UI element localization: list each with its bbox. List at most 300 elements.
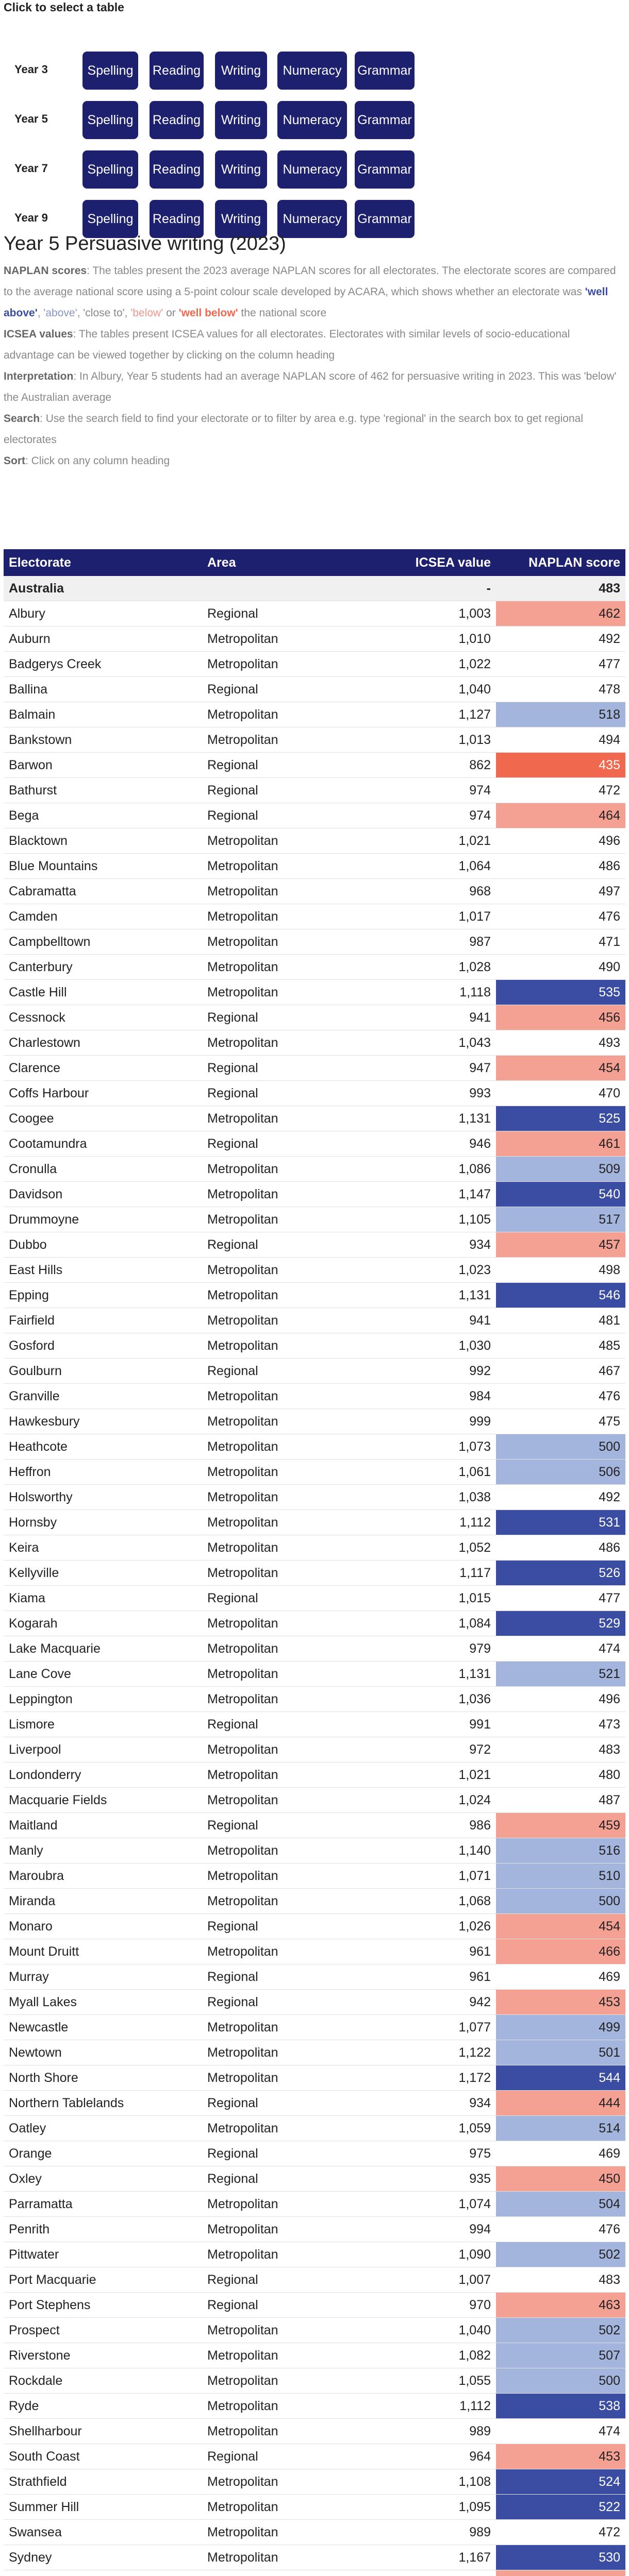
subject-button[interactable]: Reading	[150, 101, 204, 139]
table-row	[4, 1081, 625, 1106]
icsea-cell: 1,024	[367, 1788, 496, 1813]
icsea-cell: 1,140	[367, 1838, 496, 1863]
icsea-cell: 987	[367, 929, 496, 955]
subject-button[interactable]: Numeracy	[277, 52, 347, 90]
icsea-cell: 935	[367, 2166, 496, 2192]
table-row	[4, 2015, 625, 2040]
electorate-cell: Penrith	[4, 2217, 202, 2242]
electorate-cell: Holsworthy	[4, 1485, 202, 1510]
icsea-cell: 1,021	[367, 1762, 496, 1788]
electorate-cell: Ballina	[4, 677, 202, 702]
icsea-cell: 1,117	[367, 1561, 496, 1586]
close-label: 'close to'	[83, 307, 125, 319]
table-row	[4, 1182, 625, 1207]
electorate-cell: Cronulla	[4, 1157, 202, 1182]
icsea-cell: 972	[367, 1737, 496, 1762]
below-label: 'below'	[130, 307, 163, 319]
icsea-cell: 964	[367, 2444, 496, 2469]
icsea-cell: 1,167	[367, 2545, 496, 2570]
electorate-cell: Swansea	[4, 2520, 202, 2545]
naplan-cell: 506	[496, 1460, 625, 1485]
area-cell: Metropolitan	[202, 2015, 367, 2040]
icsea-cell: 984	[367, 1384, 496, 1409]
naplan-cell: 500	[496, 1889, 625, 1914]
icsea-cell: 1,017	[367, 904, 496, 929]
table-row	[4, 2520, 625, 2545]
table-row	[4, 1333, 625, 1359]
icsea-cell: 1,030	[367, 1333, 496, 1359]
naplan-key: NAPLAN scores	[4, 265, 87, 277]
electorate-cell: South Coast	[4, 2444, 202, 2469]
subject-button[interactable]: Grammar	[355, 200, 415, 238]
subject-button[interactable]: Reading	[150, 52, 204, 90]
area-cell: Metropolitan	[202, 1838, 367, 1863]
table-row	[4, 929, 625, 955]
area-cell: Metropolitan	[202, 1510, 367, 1535]
well-above-label: 'well above'	[4, 286, 608, 319]
australia-row	[4, 576, 625, 601]
naplan-cell: 500	[496, 2368, 625, 2394]
icsea-cell: 1,022	[367, 652, 496, 677]
table-row	[4, 2394, 625, 2419]
area-cell: Metropolitan	[202, 1561, 367, 1586]
area-cell: Metropolitan	[202, 1157, 367, 1182]
naplan-cell: 507	[496, 2343, 625, 2368]
icsea-cell: 975	[367, 2141, 496, 2166]
icsea-cell: 1,021	[367, 828, 496, 854]
icsea-cell: 994	[367, 2217, 496, 2242]
area-cell: Metropolitan	[202, 2495, 367, 2520]
icsea-cell: 1,122	[367, 2040, 496, 2065]
icsea-cell: 1,052	[367, 1535, 496, 1561]
electorate-cell: Bathurst	[4, 778, 202, 803]
electorate-cell: Fairfield	[4, 1308, 202, 1333]
col-area[interactable]: Area	[202, 549, 367, 576]
area-cell: Metropolitan	[202, 1106, 367, 1131]
icsea-cell: 1,084	[367, 1611, 496, 1636]
electorate-cell: Sydney	[4, 2545, 202, 2570]
table-row	[4, 1056, 625, 1081]
icsea-cell: 974	[367, 803, 496, 828]
electorate-cell: Heathcote	[4, 1434, 202, 1460]
electorate-cell: Liverpool	[4, 1737, 202, 1762]
area-cell: Metropolitan	[202, 1384, 367, 1409]
search-note: Search: Use the search field to find your electorate or to filter by area e.g. type 'regional' in the search box to get regional electorates	[4, 413, 583, 446]
table-row	[4, 1939, 625, 1964]
table-row	[4, 1258, 625, 1283]
table-row	[4, 1283, 625, 1308]
naplan-cell: 502	[496, 2242, 625, 2267]
area-cell: Regional	[202, 1964, 367, 1990]
naplan-cell	[496, 2570, 625, 2576]
icsea-cell: 1,077	[367, 2015, 496, 2040]
well-below-label: 'well below'	[178, 307, 238, 319]
area-cell: Regional	[202, 2141, 367, 2166]
table-row	[4, 2444, 625, 2469]
area-cell: Metropolitan	[202, 2116, 367, 2141]
icsea-cell: 970	[367, 2293, 496, 2318]
electorate-cell: Campbelltown	[4, 929, 202, 955]
table-row	[4, 980, 625, 1005]
table-row	[4, 2419, 625, 2444]
naplan-cell: 472	[496, 2520, 625, 2545]
table-row	[4, 1207, 625, 1232]
col-icsea[interactable]: ICSEA value	[367, 549, 496, 576]
electorate-cell: Lane Cove	[4, 1662, 202, 1687]
area-cell: Metropolitan	[202, 1535, 367, 1561]
area-cell: Metropolitan	[202, 1258, 367, 1283]
area-cell: Metropolitan	[202, 980, 367, 1005]
table-row	[4, 1788, 625, 1813]
area-cell: Metropolitan	[202, 879, 367, 904]
area-cell: Regional	[202, 1990, 367, 2015]
table-row	[4, 1662, 625, 1687]
electorate-cell: Port Stephens	[4, 2293, 202, 2318]
table-row	[4, 1131, 625, 1157]
area-cell: Regional	[202, 1005, 367, 1030]
table-row	[4, 1636, 625, 1662]
notes-block	[4, 260, 622, 471]
table-row	[4, 2091, 625, 2116]
icsea-cell: 993	[367, 1081, 496, 1106]
icsea-cell: 1,026	[367, 1914, 496, 1939]
area-cell: Metropolitan	[202, 1762, 367, 1788]
naplan-cell: 490	[496, 955, 625, 980]
electorate-cell: Kiama	[4, 1586, 202, 1611]
area-cell: Regional	[202, 803, 367, 828]
table-row	[4, 2065, 625, 2091]
area-cell: Regional	[202, 1056, 367, 1081]
electorate-cell: North Shore	[4, 2065, 202, 2091]
icsea-cell: 1,038	[367, 1485, 496, 1510]
table-row	[4, 2166, 625, 2192]
naplan-cell: 477	[496, 652, 625, 677]
naplan-cell: 538	[496, 2394, 625, 2419]
electorate-cell: Keira	[4, 1535, 202, 1561]
icsea-note: ICSEA values: The tables present ICSEA values for all electorates. Electorates with similar levels of socio-educational advantage can be viewed together by clicking on the column heading	[4, 328, 570, 361]
naplan-cell: 486	[496, 1535, 625, 1561]
area-cell: Metropolitan	[202, 1737, 367, 1762]
subject-button[interactable]: Writing	[215, 101, 267, 139]
table-row	[4, 1611, 625, 1636]
electorate-cell: Hawkesbury	[4, 1409, 202, 1434]
area-cell: Regional	[202, 1813, 367, 1838]
icsea-cell: 979	[367, 1636, 496, 1662]
table-row	[4, 2192, 625, 2217]
electorate-cell: Albury	[4, 601, 202, 626]
area-cell: Regional	[202, 601, 367, 626]
table-row	[4, 2267, 625, 2293]
icsea-cell: 1,127	[367, 702, 496, 727]
naplan-cell: 514	[496, 2116, 625, 2141]
area-cell: Metropolitan	[202, 2217, 367, 2242]
electorate-cell: Kellyville	[4, 1561, 202, 1586]
area-cell: Metropolitan	[202, 1485, 367, 1510]
table-row	[4, 879, 625, 904]
electorate-cell: Cabramatta	[4, 879, 202, 904]
australia-naplan: 483	[496, 576, 625, 601]
icsea-cell: 974	[367, 778, 496, 803]
icsea-cell: 1,147	[367, 1182, 496, 1207]
subject-button[interactable]: Numeracy	[277, 101, 347, 139]
area-cell: Metropolitan	[202, 1333, 367, 1359]
subject-button[interactable]: Reading	[150, 150, 204, 189]
naplan-cell: 463	[496, 2293, 625, 2318]
naplan-cell: 496	[496, 828, 625, 854]
table-row	[4, 2368, 625, 2394]
page-title: Year 5 Persuasive writing (2023)	[4, 233, 286, 255]
table-row	[4, 1863, 625, 1889]
icsea-cell: 1,015	[367, 1586, 496, 1611]
table-row	[4, 1889, 625, 1914]
col-electorate[interactable]: Electorate	[4, 549, 202, 576]
naplan-cell: 530	[496, 2545, 625, 2570]
subject-button[interactable]: Grammar	[355, 150, 415, 189]
naplan-cell: 471	[496, 929, 625, 955]
naplan-cell: 500	[496, 1434, 625, 1460]
naplan-cell: 476	[496, 904, 625, 929]
electorate-cell: Orange	[4, 2141, 202, 2166]
naplan-cell: 459	[496, 1813, 625, 1838]
icsea-cell: 961	[367, 1939, 496, 1964]
electorate-cell: Northern Tablelands	[4, 2091, 202, 2116]
table-header-row	[4, 549, 625, 576]
table-row	[4, 601, 625, 626]
naplan-cell: 466	[496, 1939, 625, 1964]
table-row	[4, 1990, 625, 2015]
electorate-cell: Summer Hill	[4, 2495, 202, 2520]
electorate-cell: Miranda	[4, 1889, 202, 1914]
table-row	[4, 1359, 625, 1384]
electorate-cell: Murray	[4, 1964, 202, 1990]
area-cell: Metropolitan	[202, 2242, 367, 2267]
electorate-cell: Parramatta	[4, 2192, 202, 2217]
icsea-cell: 1,023	[367, 1258, 496, 1283]
area-cell: Regional	[202, 1914, 367, 1939]
naplan-cell: 509	[496, 1157, 625, 1182]
table-row	[4, 1460, 625, 1485]
electorate-cell: Oatley	[4, 2116, 202, 2141]
area-cell: Regional	[202, 753, 367, 778]
area-cell: Metropolitan	[202, 1030, 367, 1056]
electorate-cell: Camden	[4, 904, 202, 929]
electorate-cell: Leppington	[4, 1687, 202, 1712]
naplan-cell: 476	[496, 2217, 625, 2242]
icsea-cell: 941	[367, 1005, 496, 1030]
area-cell: Regional	[202, 1359, 367, 1384]
electorate-cell: Monaro	[4, 1914, 202, 1939]
interpretation-note: Interpretation: In Albury, Year 5 students had an average NAPLAN score of 462 for persuasive writing in 2023. This was 'below' the Australian average	[4, 370, 617, 403]
naplan-cell: 473	[496, 1712, 625, 1737]
icsea-cell: 992	[367, 1359, 496, 1384]
icsea-cell: 1,003	[367, 601, 496, 626]
electorate-cell	[4, 2570, 202, 2576]
area-cell: Regional	[202, 2293, 367, 2318]
year-row	[0, 150, 629, 189]
naplan-cell: 470	[496, 1081, 625, 1106]
subject-button[interactable]: Numeracy	[277, 150, 347, 189]
electorate-cell: Macquarie Fields	[4, 1788, 202, 1813]
naplan-cell: 475	[496, 1409, 625, 1434]
year-row	[0, 52, 629, 90]
area-cell: Metropolitan	[202, 854, 367, 879]
icsea-cell: 986	[367, 1813, 496, 1838]
naplan-cell: 535	[496, 980, 625, 1005]
subject-button[interactable]: Numeracy	[277, 200, 347, 238]
area-cell: Regional	[202, 1131, 367, 1157]
subject-button[interactable]: Spelling	[82, 52, 138, 90]
icsea-cell: 1,105	[367, 1207, 496, 1232]
electorate-cell: East Hills	[4, 1258, 202, 1283]
area-cell: Metropolitan	[202, 2343, 367, 2368]
subject-button[interactable]: Writing	[215, 52, 267, 90]
electorate-cell: Dubbo	[4, 1232, 202, 1258]
electorate-cell: Prospect	[4, 2318, 202, 2343]
electorate-cell: Lismore	[4, 1712, 202, 1737]
electorate-cell: Bega	[4, 803, 202, 828]
icsea-cell: 1,010	[367, 626, 496, 652]
electorate-cell: Coogee	[4, 1106, 202, 1131]
naplan-cell: 492	[496, 626, 625, 652]
area-cell: Metropolitan	[202, 626, 367, 652]
icsea-cell: 1,131	[367, 1662, 496, 1687]
electorate-cell: Mount Druitt	[4, 1939, 202, 1964]
table-row	[4, 1409, 625, 1434]
naplan-cell: 501	[496, 2040, 625, 2065]
naplan-cell: 476	[496, 1384, 625, 1409]
table-row	[4, 2469, 625, 2495]
table-row	[4, 1737, 625, 1762]
subject-button[interactable]: Grammar	[355, 52, 415, 90]
electorate-cell: Balmain	[4, 702, 202, 727]
electorate-cell: Newtown	[4, 2040, 202, 2065]
icsea-cell: 1,112	[367, 2394, 496, 2419]
subject-button[interactable]: Grammar	[355, 101, 415, 139]
col-naplan[interactable]: NAPLAN score	[496, 549, 625, 576]
area-cell: Metropolitan	[202, 904, 367, 929]
naplan-cell: 477	[496, 1586, 625, 1611]
icsea-cell: 1,059	[367, 2116, 496, 2141]
icsea-cell	[367, 2570, 496, 2576]
area-cell: Metropolitan	[202, 2192, 367, 2217]
electorate-cell: Manly	[4, 1838, 202, 1863]
table-row	[4, 1434, 625, 1460]
naplan-cell: 510	[496, 1863, 625, 1889]
year-label: Year 3	[14, 63, 48, 76]
electorate-cell: Cessnock	[4, 1005, 202, 1030]
subject-button[interactable]: Spelling	[82, 150, 138, 189]
naplan-cell: 496	[496, 1687, 625, 1712]
icsea-cell: 946	[367, 1131, 496, 1157]
naplan-cell: 516	[496, 1838, 625, 1863]
icsea-cell: 991	[367, 1712, 496, 1737]
electorate-cell: Strathfield	[4, 2469, 202, 2495]
electorate-cell: Maitland	[4, 1813, 202, 1838]
naplan-cell: 529	[496, 1611, 625, 1636]
subject-button[interactable]: Spelling	[82, 200, 138, 238]
naplan-cell: 486	[496, 854, 625, 879]
icsea-cell: 947	[367, 1056, 496, 1081]
electorate-cell: Epping	[4, 1283, 202, 1308]
naplan-cell: 481	[496, 1308, 625, 1333]
naplan-table	[4, 549, 625, 2576]
naplan-cell: 464	[496, 803, 625, 828]
subject-button[interactable]: Writing	[215, 200, 267, 238]
electorate-cell: Ryde	[4, 2394, 202, 2419]
table-row	[4, 2141, 625, 2166]
icsea-cell: 1,118	[367, 980, 496, 1005]
naplan-cell: 525	[496, 1106, 625, 1131]
table-row	[4, 1106, 625, 1131]
table-row	[4, 1914, 625, 1939]
icsea-cell: 934	[367, 1232, 496, 1258]
naplan-cell: 453	[496, 1990, 625, 2015]
icsea-cell: 968	[367, 879, 496, 904]
table-row	[4, 1384, 625, 1409]
table-row	[4, 1157, 625, 1182]
area-cell: Metropolitan	[202, 2469, 367, 2495]
sort-note: Sort: Click on any column heading	[4, 455, 170, 467]
naplan-cell: 469	[496, 2141, 625, 2166]
table-row	[4, 1964, 625, 1990]
electorate-cell: Charlestown	[4, 1030, 202, 1056]
table-row	[4, 2217, 625, 2242]
naplan-cell: 518	[496, 702, 625, 727]
area-cell: Metropolitan	[202, 955, 367, 980]
icsea-cell: 1,007	[367, 2267, 496, 2293]
table-row	[4, 854, 625, 879]
select-table-header: Click to select a table	[4, 1, 124, 14]
icsea-cell: 1,064	[367, 854, 496, 879]
naplan-cell: 453	[496, 2444, 625, 2469]
area-cell: Metropolitan	[202, 1863, 367, 1889]
electorate-cell: Rockdale	[4, 2368, 202, 2394]
area-cell: Metropolitan	[202, 2040, 367, 2065]
naplan-cell: 456	[496, 1005, 625, 1030]
naplan-cell: 480	[496, 1762, 625, 1788]
naplan-cell: 467	[496, 1359, 625, 1384]
australia-icsea: -	[367, 576, 496, 601]
subject-button[interactable]: Reading	[150, 200, 204, 238]
naplan-cell: 474	[496, 1636, 625, 1662]
electorate-cell: Goulburn	[4, 1359, 202, 1384]
electorate-cell: Auburn	[4, 626, 202, 652]
subject-button[interactable]: Spelling	[82, 101, 138, 139]
electorate-cell: Port Macquarie	[4, 2267, 202, 2293]
naplan-cell: 444	[496, 2091, 625, 2116]
area-cell: Metropolitan	[202, 1889, 367, 1914]
naplan-cell: 487	[496, 1788, 625, 1813]
table-row	[4, 702, 625, 727]
naplan-cell: 485	[496, 1333, 625, 1359]
table-row	[4, 1005, 625, 1030]
electorate-cell: Hornsby	[4, 1510, 202, 1535]
table-row	[4, 626, 625, 652]
icsea-cell: 862	[367, 753, 496, 778]
table-row	[4, 904, 625, 929]
naplan-cell: 461	[496, 1131, 625, 1157]
table-row	[4, 1535, 625, 1561]
electorate-cell: Bankstown	[4, 727, 202, 753]
subject-button[interactable]: Writing	[215, 150, 267, 189]
area-cell: Regional	[202, 1712, 367, 1737]
icsea-cell: 934	[367, 2091, 496, 2116]
area-cell: Regional	[202, 1081, 367, 1106]
table-row	[4, 1586, 625, 1611]
area-cell: Metropolitan	[202, 1460, 367, 1485]
table-row	[4, 753, 625, 778]
naplan-cell: 546	[496, 1283, 625, 1308]
